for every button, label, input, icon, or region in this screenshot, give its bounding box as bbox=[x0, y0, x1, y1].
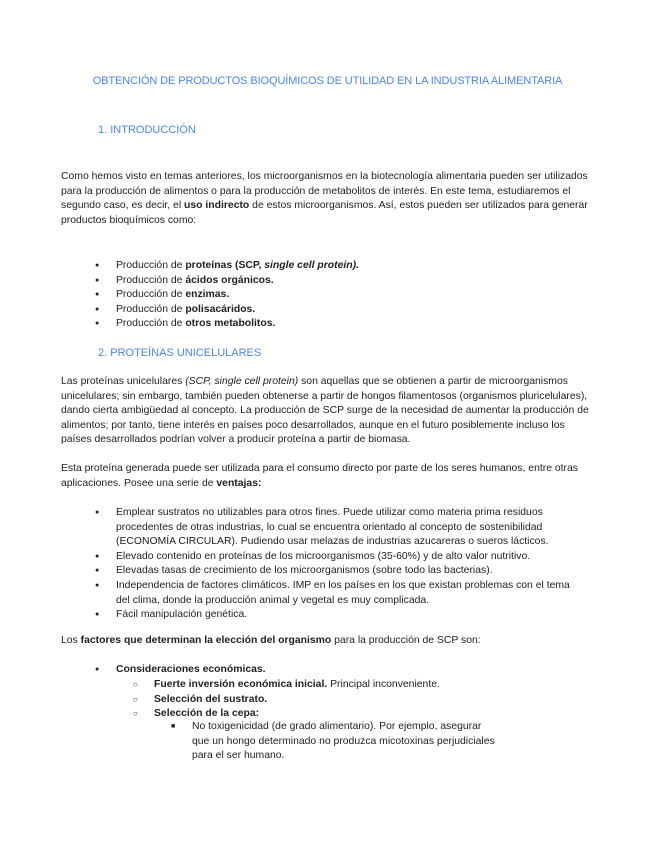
list-item: ● Producción de otros metabolitos. bbox=[94, 317, 554, 332]
list-item: ● Producción de enzimas. bbox=[94, 288, 554, 303]
list-item: ○ Selección de la cepa: bbox=[132, 707, 532, 722]
list-item: ● Elevadas tasas de crecimiento de los microorganismos (sobre todo las bacterias). bbox=[94, 564, 586, 579]
list-item: ● Emplear sustratos no utilizables para otros fines. Puede utilizar como materia prima residuos procedentes de otras industrias, lo cual se encuentra orientado al concepto de sostenibilidad (ECONOMÍA CIRCULAR). Pudiendo usar melazas de industrias azucareras o sueros lácticos. bbox=[94, 506, 586, 550]
section-heading-introduccion: 1. INTRODUCCIÓN bbox=[98, 124, 196, 136]
document-title: OBTENCIÓN DE PRODUCTOS BIOQUÍMICOS DE UTILIDAD EN LA INDUSTRIA ALIMENTARIA bbox=[92, 75, 563, 87]
list-item: ○ Fuerte inversión económica inicial. Principal inconveniente. bbox=[132, 678, 532, 693]
list-item: ● Elevado contenido en proteínas de los microorganismos (35-60%) y de alto valor nutritivo. bbox=[94, 550, 586, 565]
list-item: ● Producción de ácidos orgánicos. bbox=[94, 274, 554, 289]
intro-paragraph: Como hemos visto en temas anteriores, los microorganismos en la biotecnología alimentaria pueden ser utilizados para la producción de alimentos o para la producción de metabolitos de interés. En este tema, estudiaremos el segundo caso, es decir, el uso indirecto de estos microorganismos. Así, estos pueden ser utilizados para generar productos bioquímicos como: bbox=[61, 171, 588, 226]
factors-list bbox=[94, 663, 554, 678]
list-item: ● Consideraciones económicas. bbox=[94, 663, 554, 678]
list-item: ● Producción de proteínas (SCP, single cell protein). bbox=[94, 259, 554, 274]
list-item: ● Independencia de factores climáticos. IMP en los países en los que existan problemas con el tema del clima, donde la producción animal y vegetal es muy complicada. bbox=[94, 579, 586, 608]
advantages-list bbox=[94, 506, 586, 623]
scp-paragraph: Las proteínas unicelulares (SCP, single cell protein) son aquellas que se obtienen a partir de microorganismos unicelulares; sin embargo, también pueden obtenerse a partir de hongos filamentosos (organismos pluricelulares), dando cierta ambigüedad al concepto. La producción de SCP surge de la necesidad de aumentar la producción de alimentos; por tanto, tiene interés en países poco desarrollados, aunque en el futuro posiblemente incluso los países desarrollados podrían volver a producir proteína a partir de biomasa. bbox=[61, 376, 589, 446]
strain-selection-sublist bbox=[170, 720, 500, 764]
list-item: ● Fácil manipulación genética. bbox=[94, 608, 586, 623]
factors-intro-paragraph: Los factores que determinan la elección del organismo para la producción de SCP son: bbox=[61, 635, 481, 646]
section-heading-proteinas: 2. PROTEÍNAS UNICELULARES bbox=[98, 347, 262, 359]
list-item: ■ No toxigenicidad (de grado alimentario). Por ejemplo, asegurar que un hongo determinado no produzca micotoxinas perjudiciales para el ser humano. bbox=[170, 720, 500, 764]
list-item: ● Producción de polisacáridos. bbox=[94, 303, 554, 318]
products-list bbox=[94, 259, 554, 332]
advantages-intro-paragraph: Esta proteína generada puede ser utilizada para el consumo directo por parte de los seres humanos, entre otras aplicaciones. Posee una serie de ventajas: bbox=[61, 463, 578, 489]
factors-sublist bbox=[132, 678, 532, 722]
list-item: ○ Selección del sustrato. bbox=[132, 693, 532, 708]
